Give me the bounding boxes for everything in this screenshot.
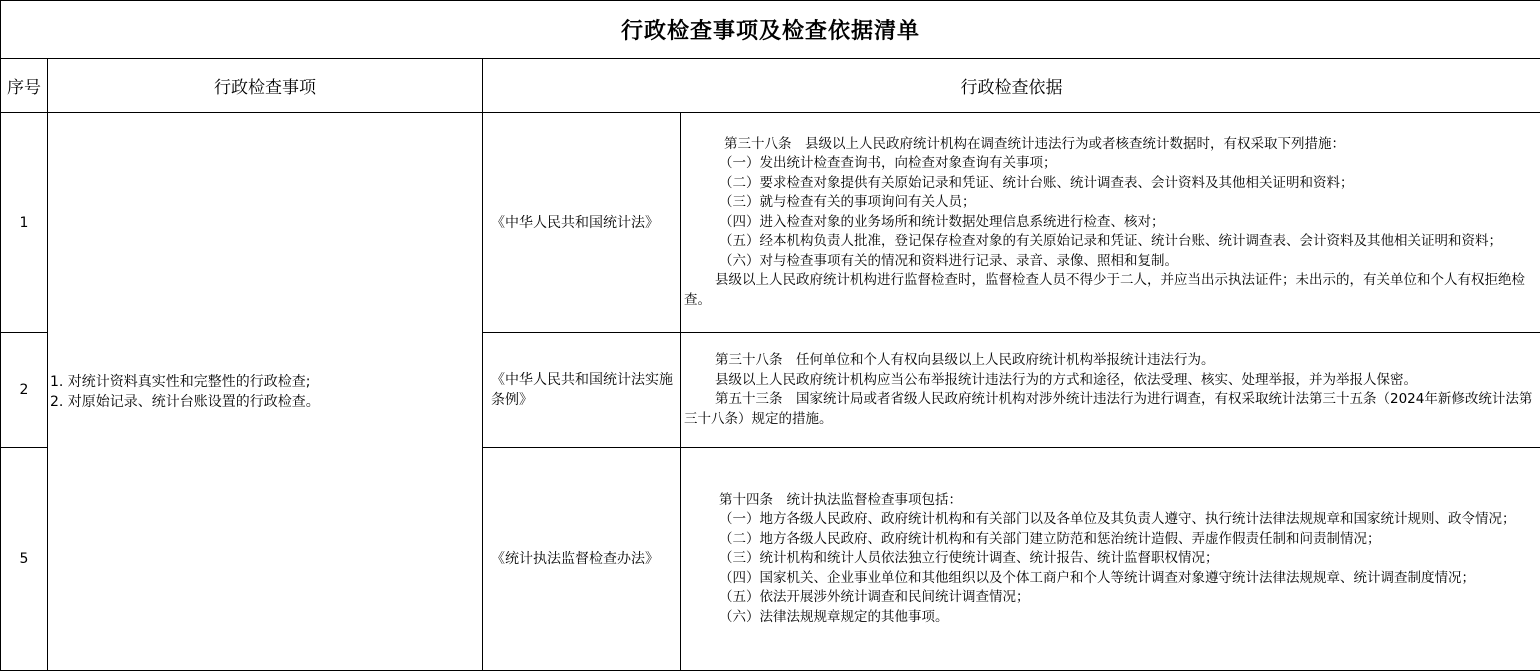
- basis-line: 第三十八条 任何单位和个人有权向县级以上人民政府统计机构举报统计违法行为。: [715, 352, 1215, 368]
- table-row: [1, 113, 1540, 333]
- matter-item: 2. 对原始记录、统计台账设置的行政检查。: [50, 393, 320, 410]
- basis-line: （一）发出统计检查查询书，向检查对象查询有关事项；: [719, 155, 1057, 172]
- basis-line: （四）进入检查对象的业务场所和统计数据处理信息系统进行检查、核对；: [719, 213, 1165, 230]
- basis-text: [681, 113, 1540, 333]
- row-seq: 5: [1, 448, 48, 671]
- basis-line: （四）国家机关、企业事业单位和其他组织以及个体工商户和个人等统计调查对象遵守统计法律法规规章、统计调查制度情况；: [719, 569, 1475, 586]
- basis-line: （五）依法开展涉外统计调查和民间统计调查情况；: [719, 589, 1030, 606]
- header-basis: 行政检查依据: [483, 59, 1540, 113]
- basis-line: （六）法律法规规章规定的其他事项。: [719, 608, 949, 625]
- matter-item: 1. 对统计资料真实性和完整性的行政检查;: [50, 373, 311, 390]
- basis-line: （一）地方各级人民政府、政府统计机构和有关部门以及各单位及其负责人遵守、执行统计法律法规规章和国家统计规则、政令情况；: [719, 511, 1516, 528]
- basis-line: （二）要求检查对象提供有关原始记录和凭证、统计台账、统计调查表、会计资料及其他相关证明和资料；: [719, 174, 1354, 191]
- law-name: 《中华人民共和国统计法实施条例》: [483, 333, 681, 448]
- basis-text: [681, 448, 1540, 671]
- basis-line: 第三十八条 县级以上人民政府统计机构在调查统计违法行为或者核查统计数据时，有权采取下列措施：: [724, 135, 1345, 152]
- law-name: 《统计执法监督检查办法》: [483, 448, 681, 671]
- header-matter: 行政检查事项: [48, 59, 483, 113]
- basis-line: 县级以上人民政府统计机构进行监督检查时，监督检查人员不得少于二人，并应当出示执法证件；未出示的，有关单位和个人有权拒绝检查。: [684, 272, 1525, 308]
- basis-text: [681, 333, 1540, 448]
- basis-line: 第五十三条 国家统计局或者省级人民政府统计机构对涉外统计违法行为进行调查，有权采取统计法第三十五条（2024年新修改统计法第三十八条）规定的措施。: [684, 391, 1533, 427]
- basis-line: （三）统计机构和统计人员依法独立行使统计调查、统计报告、统计监督职权情况；: [719, 550, 1219, 567]
- table-title: 行政检查事项及检查依据清单: [1, 1, 1540, 59]
- row-seq: 1: [1, 113, 48, 333]
- basis-line: （六）对与检查事项有关的情况和资料进行记录、录音、录像、照相和复制。: [719, 252, 1178, 269]
- basis-line: 县级以上人民政府统计机构应当公布举报统计违法行为的方式和途径，依法受理、核实、处理举报，并为举报人保密。: [715, 371, 1417, 388]
- row-seq: 2: [1, 333, 48, 448]
- basis-line: 第十四条 统计执法监督检查事项包括：: [719, 491, 962, 508]
- basis-line: （三）就与检查有关的事项询问有关人员；: [719, 194, 976, 211]
- basis-line: （五）经本机构负责人批准，登记保存检查对象的有关原始记录和凭证、统计台账、统计调查表、会计资料及其他相关证明和资料；: [719, 233, 1502, 250]
- basis-line: （二）地方各级人民政府、政府统计机构和有关部门建立防范和惩治统计造假、弄虚作假责任制和问责制情况；: [719, 530, 1381, 547]
- law-name: 《中华人民共和国统计法》: [483, 113, 681, 333]
- header-seq: 序号: [1, 59, 48, 113]
- inspection-matters-cell: [48, 113, 483, 671]
